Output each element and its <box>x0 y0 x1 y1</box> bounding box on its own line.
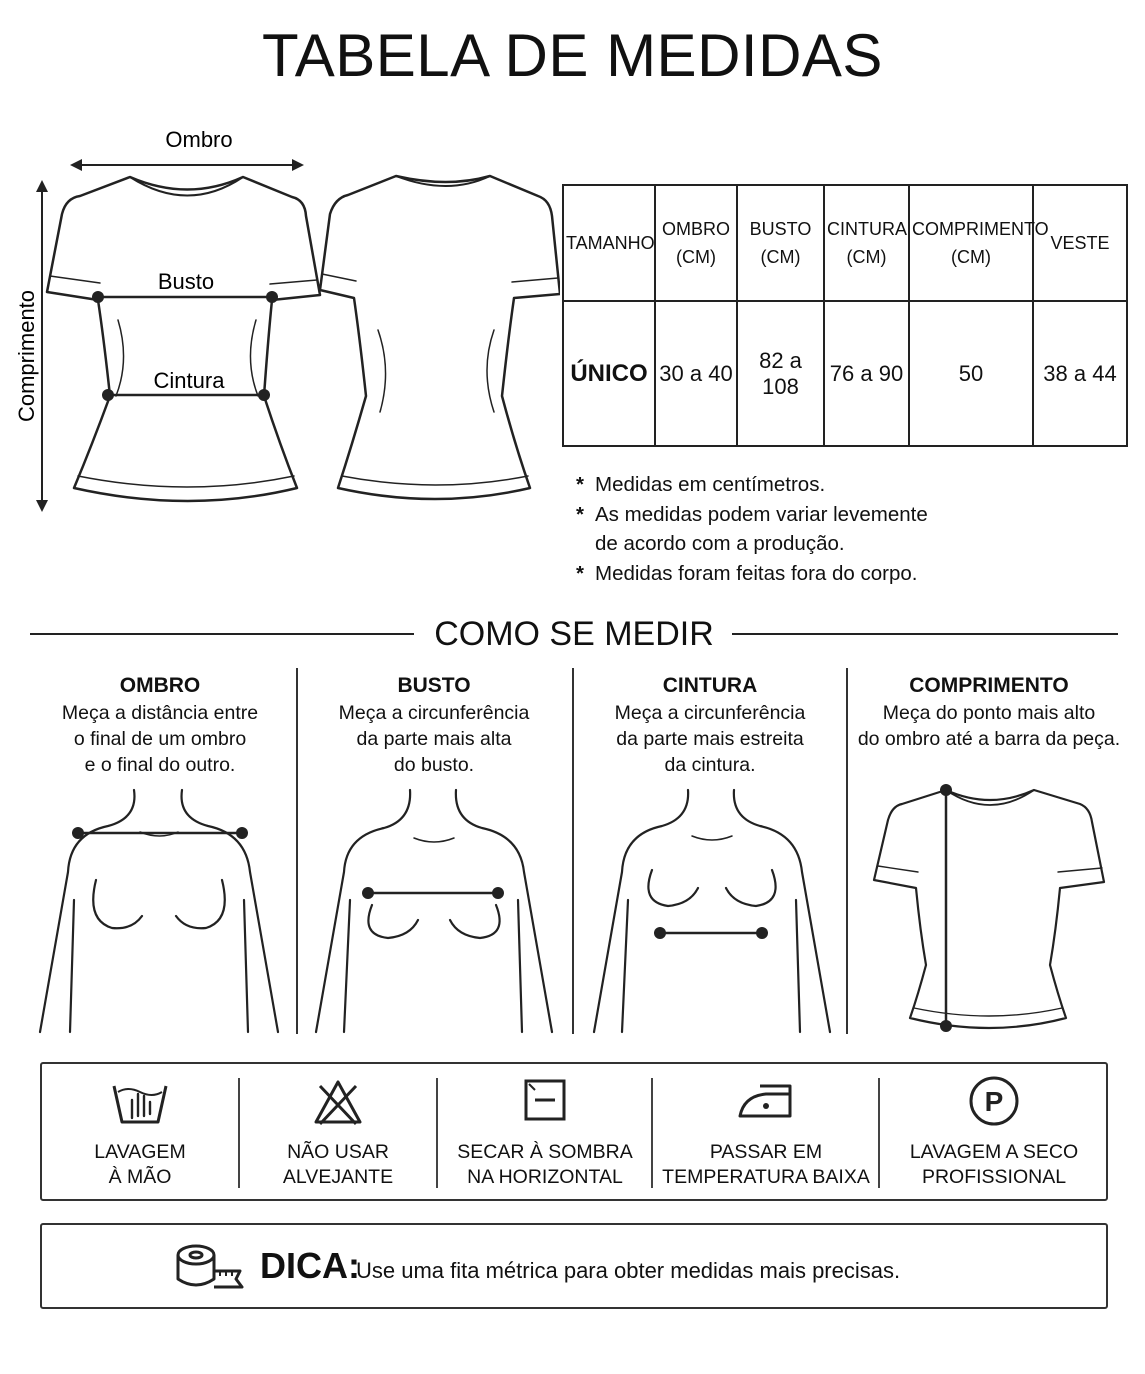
care-label: NÃO USAR ALVEJANTE <box>282 1141 394 1188</box>
size-table <box>562 184 1128 447</box>
table-cell-size: ÚNICO <box>563 301 655 446</box>
dry-clean-p-icon <box>967 1074 1021 1128</box>
care-label: LAVAGEM À MÃO <box>94 1141 186 1188</box>
table-header-cell: OMBRO (CM) <box>655 185 737 301</box>
how-item-heading: OMBRO <box>119 674 201 697</box>
care-item <box>42 1064 238 1199</box>
care-item <box>240 1064 436 1199</box>
care-label: SECAR À SOMBRA NA HORIZONTAL <box>457 1141 633 1188</box>
tip-panel <box>40 1223 1108 1309</box>
table-header-cell: COMPRIMENTO (CM) <box>909 185 1033 301</box>
front-shirt-outline <box>47 177 320 501</box>
table-cell: 50 <box>909 301 1033 446</box>
care-label: LAVAGEM A SECO PROFISSIONAL <box>909 1141 1079 1188</box>
dry-clean-symbol: P <box>984 1086 1004 1117</box>
dry-flat-shade-icon <box>523 1078 567 1122</box>
how-to-measure-illustrations <box>0 780 1145 1040</box>
table-header-cell: VESTE <box>1033 185 1127 301</box>
table-header-cell: CINTURA (CM) <box>824 185 909 301</box>
table-cell: 82 a 108 <box>737 301 824 446</box>
how-item-heading: BUSTO <box>397 674 471 697</box>
tip-text: Use uma fita métrica para obter medidas mais precisas. <box>356 1258 901 1283</box>
how-item-text: Meça do ponto mais alto do ombro até a barra da peça. <box>857 702 1121 750</box>
table-header-cell: BUSTO (CM) <box>737 185 824 301</box>
how-item-length <box>846 672 1132 752</box>
note-item: * As medidas podem variar levemente de acordo com a produção. <box>576 500 946 559</box>
care-label: PASSAR EM TEMPERATURA BAIXA <box>662 1141 870 1188</box>
table-cell: 38 a 44 <box>1033 301 1127 446</box>
back-shirt-outline <box>320 176 560 499</box>
section-title <box>30 612 1118 656</box>
bust-body-figure <box>316 790 552 1032</box>
bust-label: Busto <box>157 269 215 294</box>
how-to-measure-divider <box>30 612 1118 656</box>
shirt-measurement-diagram <box>0 118 560 538</box>
how-to-measure-title: COMO SE MEDIR <box>416 615 732 653</box>
no-bleach-icon <box>312 1078 364 1126</box>
care-item <box>880 1064 1108 1199</box>
tip-label: DICA: <box>260 1245 360 1286</box>
how-item-text: Meça a circunferência da parte mais estreita da cintura. <box>614 702 806 776</box>
note-item: * Medidas em centímetros. <box>576 470 1136 500</box>
length-shirt-figure <box>874 790 1104 1028</box>
table-cell: 30 a 40 <box>655 301 737 446</box>
shoulder-label: Ombro <box>165 127 233 152</box>
how-item-text: Meça a circunferência da parte mais alta do busto. <box>338 702 530 776</box>
how-item-heading: COMPRIMENTO <box>909 674 1069 697</box>
table-cell: 76 a 90 <box>824 301 909 446</box>
table-header-cell: TAMANHO <box>563 185 655 301</box>
length-label: Comprimento <box>14 289 39 423</box>
table-row <box>563 301 1127 446</box>
how-item-text: Meça a distância entre o final de um ombro e o final do outro. <box>61 702 259 776</box>
tape-measure-icon <box>174 1241 246 1295</box>
how-item-heading: CINTURA <box>662 674 758 697</box>
care-item <box>438 1064 652 1199</box>
how-item-waist <box>572 672 848 778</box>
care-instructions-panel <box>40 1062 1108 1201</box>
shoulder-body-figure <box>40 790 278 1032</box>
note-item: * Medidas foram feitas fora do corpo. <box>576 559 1136 589</box>
hand-wash-icon <box>110 1078 170 1126</box>
waist-body-figure <box>594 790 830 1032</box>
care-item <box>653 1064 879 1199</box>
table-header-row <box>563 185 1127 301</box>
iron-low-icon <box>736 1078 796 1122</box>
measurement-notes <box>576 470 1136 588</box>
waist-label: Cintura <box>153 368 225 393</box>
page-title: TABELA DE MEDIDAS <box>262 22 883 89</box>
how-item-bust <box>296 672 572 778</box>
how-item-shoulder <box>22 672 298 778</box>
